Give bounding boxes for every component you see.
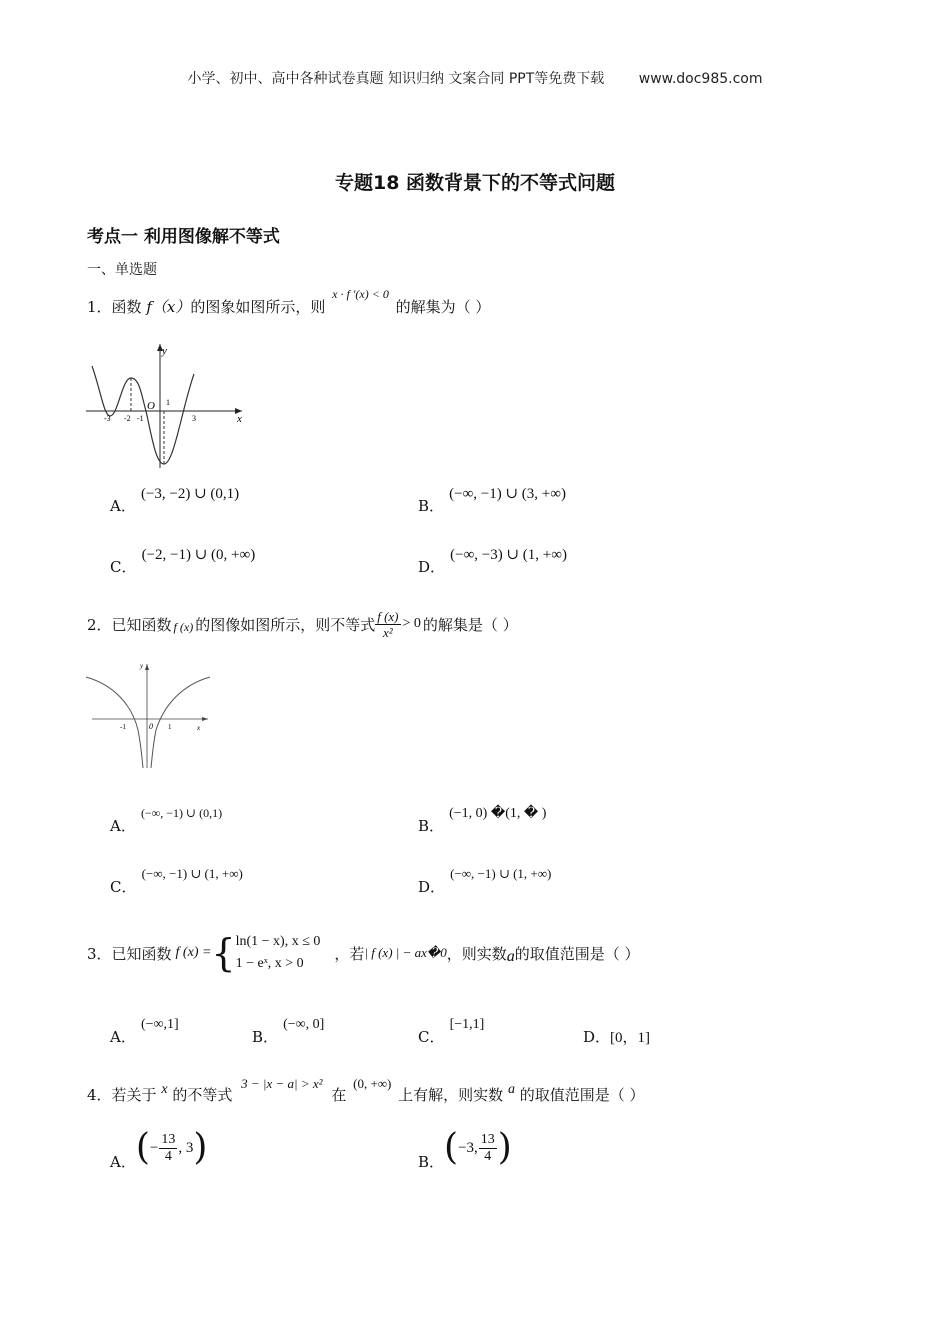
q1-tick: -1	[137, 414, 144, 423]
q2-suffix: 的解集是（ ）	[422, 615, 518, 634]
option-value: (−2, −1) ∪ (0, +∞)	[141, 547, 256, 563]
option-value: (−3, −2) ∪ (0,1)	[140, 486, 240, 502]
option-value: (−∞, −1) ∪ (1, +∞)	[141, 866, 243, 881]
question-2	[87, 604, 518, 644]
q3-option-b[interactable]: B． (−∞, 0]	[252, 1017, 325, 1046]
q3-suffix: 的取值范围是（ ）	[514, 944, 640, 963]
q1-origin-label: O	[147, 400, 155, 412]
option-value: [0，1]	[610, 1030, 651, 1046]
q3-fdef: f (x) =	[175, 945, 212, 960]
question-4	[87, 1076, 645, 1105]
q2-y-arrow-icon	[145, 664, 149, 670]
q1-tick: -2	[124, 414, 131, 423]
q1-suffix: 的解集为（ ）	[395, 298, 491, 316]
q3-prefix: 3．已知函数	[87, 944, 172, 963]
q4-suffix: 的取值范围是（ ）	[519, 1086, 645, 1104]
q2-option-a[interactable]: A． $^{(-\infty, -1) \cup (0,1)}$	[110, 806, 223, 835]
q2-gt: > 0	[402, 616, 421, 631]
q2-curve-right	[151, 677, 210, 768]
option-value: (−∞, −1) ∪ (0,1)	[140, 806, 223, 820]
option-value: (−∞, −3) ∪ (1, +∞)	[450, 547, 567, 563]
q1-tick: 1	[166, 398, 170, 407]
q1-x-label: x	[237, 413, 242, 425]
q1-y-label: y	[162, 345, 167, 357]
q3-condition: | f (x) | − ax�0	[364, 945, 447, 960]
q4-mid: 的不等式	[172, 1086, 233, 1104]
option-value: (−1, 0) �(1, � )	[449, 806, 547, 821]
q4-var2: a	[507, 1082, 515, 1097]
q2-mid: 的图像如图所示，则不等式	[195, 615, 376, 634]
q4-var: x	[161, 1082, 168, 1097]
q1-graph	[82, 338, 252, 473]
option-value: (−∞,1]	[140, 1017, 179, 1032]
q1-mid: 的图象如图所示，则	[190, 298, 326, 316]
q2-x-label: x	[197, 724, 201, 732]
kaodian-heading: 考点一 利用图像解不等式	[87, 227, 280, 247]
q1-tick: -3	[104, 414, 111, 423]
header-text: 小学、初中、高中各种试卷真题 知识归纳 文案合同 PPT等免费下载	[187, 71, 605, 87]
q2-option-b[interactable]: B． (−1, 0) �(1, � )	[418, 806, 547, 835]
q2-curve-left	[86, 677, 143, 768]
option-value: (−∞, −1) ∪ (1, +∞)	[450, 866, 552, 881]
q4-prefix: 4．若关于	[87, 1086, 157, 1104]
q2-origin-label: 0	[149, 722, 153, 731]
option-value: (−∞, −1) ∪ (3, +∞)	[449, 486, 566, 502]
q1-option-d[interactable]: D． (−∞, −3) ∪ (1, +∞)	[418, 547, 567, 576]
q1-option-a[interactable]: A． (−3, −2) ∪ (0,1)	[110, 486, 240, 515]
q1-prefix: 1．函数	[87, 298, 142, 316]
q2-tick: 1	[168, 723, 172, 731]
q4-option-b[interactable]: B． ( −3, $\frac{13}{4}$ )	[418, 1127, 512, 1171]
page-header	[0, 68, 950, 88]
q1-option-c[interactable]: C． (−2, −1) ∪ (0, +∞)	[110, 547, 256, 576]
q3-mid: ，若	[334, 944, 365, 963]
header-url[interactable]: www.doc985.com	[638, 71, 763, 87]
q3-var: a	[506, 948, 515, 965]
q3-case-1: ln(1 − x), x ≤ 0	[235, 934, 321, 950]
q2-prefix: 2．已知函数	[87, 615, 172, 634]
q3-case-2: 1 − eˣ, x > 0	[235, 956, 304, 971]
option-value: ( − $\frac{13}{4}$ , 3 )	[135, 1127, 208, 1168]
q4-interval: (0, +∞)	[353, 1076, 392, 1091]
section-heading: 一、单选题	[87, 262, 157, 278]
q1-tick: 3	[192, 414, 196, 423]
q2-y-label: y	[140, 662, 144, 670]
q1-fx: f（x）	[146, 298, 191, 316]
q3-mid2: ，则实数	[446, 944, 507, 963]
q3-brace: {	[211, 931, 236, 975]
page-title: 专题18 函数背景下的不等式问题	[334, 172, 616, 194]
q4-option-a[interactable]: A． ( − $\frac{13}{4}$ , 3 )	[110, 1127, 208, 1171]
question-3	[87, 928, 640, 978]
q2-fx: f (x)	[173, 619, 194, 634]
q4-mid2: 在	[331, 1086, 347, 1104]
q3-option-d[interactable]: D．[0，1]	[583, 1028, 651, 1046]
q2-graph	[84, 660, 214, 770]
q2-option-c[interactable]: C． $^{(-\infty, -1) \cup (1, +\infty)}$	[110, 866, 243, 896]
q2-tick: -1	[120, 723, 126, 731]
q2-fraction: $\frac{f (x)}{\text{x²}}$	[377, 608, 399, 640]
q3-option-a[interactable]: A． (−∞,1]	[110, 1017, 179, 1046]
option-value: [−1,1]	[449, 1017, 485, 1032]
q1-option-b[interactable]: B． (−∞, −1) ∪ (3, +∞)	[418, 486, 566, 515]
q1-condition: x · f ′(x) < 0	[332, 287, 389, 301]
option-value: ( −3, $\frac{13}{4}$ )	[444, 1127, 512, 1168]
option-value: (−∞, 0]	[283, 1017, 325, 1032]
q4-mid3: 上有解，则实数	[398, 1086, 504, 1104]
q3-cases	[236, 931, 321, 974]
q2-x-arrow-icon	[202, 717, 208, 721]
q4-condition: 3 − |x − a| > x²	[241, 1076, 323, 1091]
q2-option-d[interactable]: D． $^{(-\infty, -1) \cup (1, +\infty)}$	[418, 866, 552, 896]
q3-option-c[interactable]: C． [−1,1]	[418, 1017, 485, 1046]
